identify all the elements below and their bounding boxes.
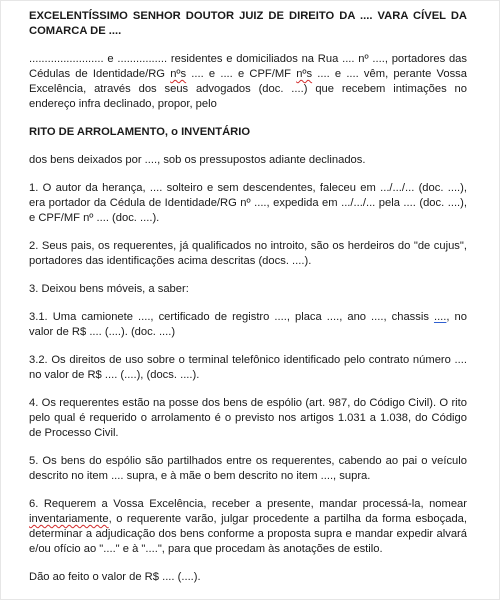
item-2-paragraph: 2. Seus pais, os requerentes, já qualificados no introito, são os herdeiros do "de cujus", portadores das identificações acima descritas (docs. ....).: [29, 240, 467, 267]
item-6-text-2: , o requerente varão, julgar procedente a partilha da forma esboçada, determinar a adjudicação dos bens conforme a proposta supra e mandar expedir alvará e/ou ofício ao "...." e à "....", para que procedam às anotações de estilo.: [29, 513, 467, 555]
item-4-paragraph: 4. Os requerentes estão na posse dos bens de espólio (art. 987, do Código Civil). O rito pelo qual é requerido o arrolamento é o previsto nos artigos 1.031 a 1.038, do Código de Processo Civil.: [29, 397, 467, 439]
grammar-flag: ....: [433, 311, 447, 323]
item-3-1-paragraph: [29, 310, 467, 340]
item-5-paragraph: 5. Os bens do espólio são partilhados entre os requerentes, cabendo ao pai o veículo descrito no item .... supra, e à mãe o bem descrito no item ...., supra.: [29, 455, 467, 482]
intro-text-1: ........................ e ................ residentes e domiciliados na Rua .... nº ...., portadores das Cédulas de Identidade/RG: [29, 53, 467, 80]
item-3-paragraph: 3. Deixou bens móveis, a saber:: [29, 283, 189, 295]
item-3-1-text-2: , no valor de R$ .... (....). (doc. ....): [29, 311, 467, 338]
item-6-text-1: 6. Requerem a Vossa Excelência, receber a presente, mandar processá-la, nomear: [29, 498, 467, 510]
spellcheck-flag-2: nºs: [296, 68, 313, 80]
item-3-2-paragraph: 3.2. Os direitos de uso sobre o terminal telefônico identificado pelo contrato número .... no valor de R$ .... (....), (docs. ....).: [29, 354, 467, 381]
spellcheck-flag-3: inventariamente: [29, 513, 109, 525]
intro-text-2: .... e .... e CPF/MF: [186, 68, 297, 80]
court-address-heading: EXCELENTÍSSIMO SENHOR DOUTOR JUIZ DE DIREITO DA .... VARA CÍVEL DA COMARCA DE ....: [29, 10, 467, 37]
rite-title: RITO DE ARROLAMENTO, o INVENTÁRIO: [29, 126, 251, 138]
item-6-paragraph: [29, 497, 467, 557]
item-3-1-text-1: 3.1. Uma camionete ...., certificado de registro ...., placa ...., ano ...., chassis: [29, 311, 434, 323]
spellcheck-flag-1: nºs: [170, 68, 187, 80]
document-body: [29, 9, 467, 598]
intro-paragraph: [29, 52, 467, 112]
rite-text: dos bens deixados por ...., sob os pressupostos adiante declinados.: [29, 154, 366, 166]
closing-paragraph: Dão ao feito o valor de R$ .... (....).: [29, 571, 201, 583]
item-1-paragraph: 1. O autor da herança, .... solteiro e sem descendentes, faleceu em .../.../... (doc. ....), era portador da Cédula de Identidade/RG nº ...., expedida em .../.../... pela .... (doc. ....), e CPF/MF nº .... (doc. ....).: [29, 182, 467, 224]
intro-text-3: .... e .... vêm, perante Vossa Excelência, através dos seus advogados (doc. ....) que recebem intimações no endereço infra declinado, propor, pelo: [29, 68, 467, 110]
